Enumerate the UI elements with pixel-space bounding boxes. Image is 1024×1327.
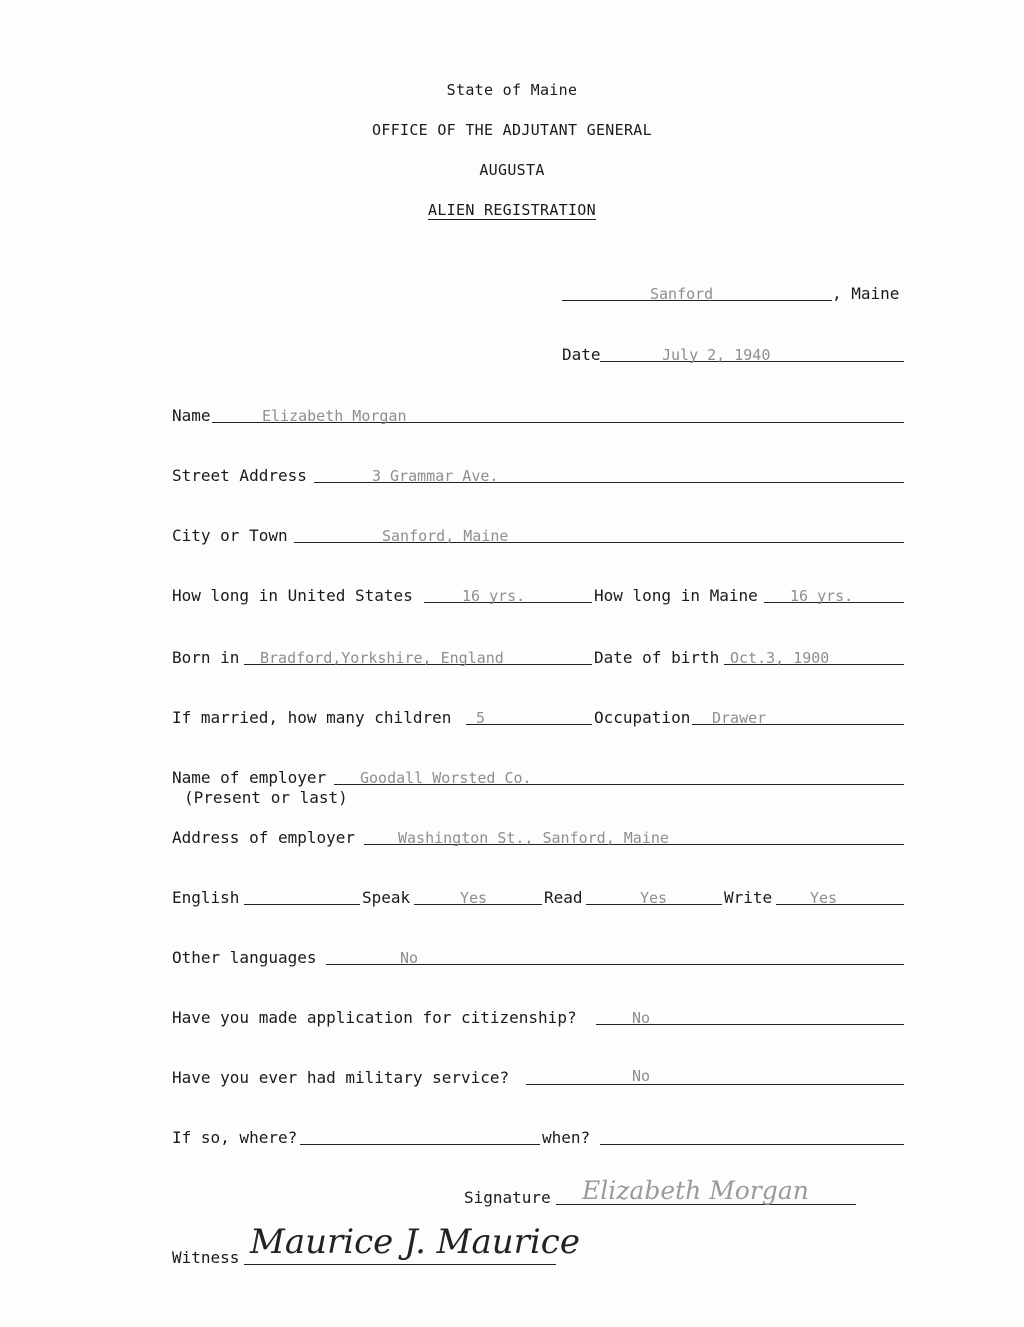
employer-value: Goodall Worsted Co. bbox=[360, 769, 532, 787]
place-value: Sanford bbox=[650, 285, 714, 303]
us-years-label: How long in United States bbox=[172, 586, 413, 605]
english-line bbox=[244, 904, 360, 905]
witness-line bbox=[244, 1264, 556, 1265]
when-line bbox=[600, 1144, 904, 1145]
citizenship-label: Have you made application for citizenship? bbox=[172, 1008, 577, 1027]
date-label: Date bbox=[562, 345, 601, 364]
maine-years-value: 16 yrs. bbox=[790, 587, 854, 605]
speak-value: Yes bbox=[460, 889, 488, 907]
form-title bbox=[0, 201, 1024, 219]
english-label: English bbox=[172, 888, 240, 907]
occupation-label: Occupation bbox=[594, 708, 691, 727]
born-value: Bradford,Yorkshire, England bbox=[260, 649, 504, 667]
place-suffix: , Maine bbox=[832, 284, 900, 303]
name-value: Elizabeth Morgan bbox=[262, 407, 407, 425]
form-title-text: ALIEN REGISTRATION bbox=[428, 201, 596, 219]
street-value: 3 Grammar Ave. bbox=[372, 467, 499, 485]
write-value: Yes bbox=[810, 889, 838, 907]
write-label: Write bbox=[724, 888, 773, 907]
where-label: If so, where? bbox=[172, 1128, 298, 1147]
street-label: Street Address bbox=[172, 466, 307, 485]
signature-label: Signature bbox=[464, 1188, 551, 1207]
header-state: State of Maine bbox=[446, 81, 578, 99]
us-years-value: 16 yrs. bbox=[462, 587, 526, 605]
military-label: Have you ever had military service? bbox=[172, 1068, 510, 1087]
city-value: Sanford, Maine bbox=[382, 527, 509, 545]
name-label: Name bbox=[172, 406, 211, 425]
employer-label: Name of employer bbox=[172, 768, 327, 787]
where-line bbox=[300, 1144, 540, 1145]
city-label: City or Town bbox=[172, 526, 288, 545]
other-languages-label: Other languages bbox=[172, 948, 317, 967]
date-value: July 2, 1940 bbox=[662, 346, 771, 364]
military-value: No bbox=[632, 1067, 651, 1085]
occupation-value: Drawer bbox=[712, 709, 767, 727]
read-label: Read bbox=[544, 888, 583, 907]
born-label: Born in bbox=[172, 648, 240, 667]
dob-label: Date of birth bbox=[594, 648, 720, 667]
speak-label: Speak bbox=[362, 888, 411, 907]
signature-handwriting: Elizabeth Morgan bbox=[582, 1176, 809, 1205]
maine-years-label: How long in Maine bbox=[594, 586, 758, 605]
write-line bbox=[776, 904, 904, 905]
military-line bbox=[526, 1084, 904, 1085]
header-office: OFFICE OF THE ADJUTANT GENERAL bbox=[372, 121, 652, 139]
employer-sublabel: (Present or last) bbox=[184, 788, 348, 807]
employer-address-label: Address of employer bbox=[172, 828, 356, 847]
witness-handwriting: Maurice J. Maurice bbox=[250, 1222, 580, 1262]
children-label: If married, how many children bbox=[172, 708, 452, 727]
children-value: 5 bbox=[476, 709, 486, 727]
other-languages-value: No bbox=[400, 949, 419, 967]
witness-label: Witness bbox=[172, 1248, 240, 1267]
when-label: when? bbox=[542, 1128, 591, 1147]
read-value: Yes bbox=[640, 889, 668, 907]
dob-value: Oct.3, 1900 bbox=[730, 649, 830, 667]
citizenship-value: No bbox=[632, 1009, 651, 1027]
header-city: AUGUSTA bbox=[479, 161, 545, 179]
employer-address-value: Washington St., Sanford, Maine bbox=[398, 829, 669, 847]
